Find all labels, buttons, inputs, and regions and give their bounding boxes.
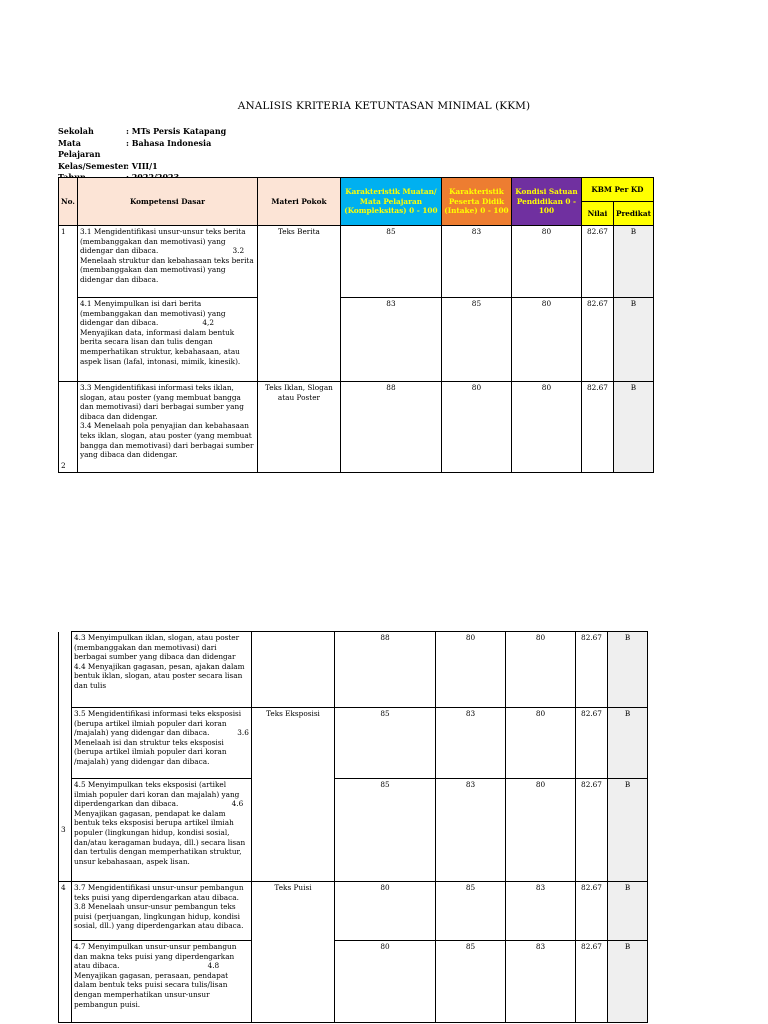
table-row <box>59 708 648 779</box>
row-number <box>59 941 72 1023</box>
intake-value: 80 <box>436 632 506 708</box>
intake-value: 83 <box>441 226 511 298</box>
kompetensi-dasar-cell: 4.5 Menyimpulkan teks eksposisi (artikel ilmiah populer dari koran dan majalah) yang diperdengarkan dan dibaca. 4.6 Menyajikan gagasan, pendapat ke dalam bentuk teks eksposisi berupa artikel ilmiah populer (lingkungan hidup, kondisi sosial, dan/atau keragaman budaya, dll.) secara lisan dan tertulis dengan memperhatikan struktur, unsur kebahasaan, aspek lisan. <box>72 779 252 882</box>
row-number <box>59 632 72 708</box>
nilai-value: 82.67 <box>581 382 613 473</box>
satuan-value: 80 <box>511 226 581 298</box>
predikat-value: B <box>608 708 648 779</box>
intake-value: 85 <box>441 298 511 382</box>
header-nilai: Nilai <box>581 202 613 226</box>
nilai-value: 82.67 <box>576 882 608 941</box>
kompetensi-dasar-cell: 3.7 Mengidentifikasi unsur-unsur pembangun teks puisi yang diperdengarkan atau dibaca. 3.8 Menelaah unsur-unsur pembangun teks puisi (perjuangan, lingkungan hidup, kondisi sosial, dll.) yang diperdengarkan atau dibaca. <box>72 882 252 941</box>
header-kompetensi-dasar: Kompetensi Dasar <box>77 178 257 226</box>
materi-pokok-cell <box>252 632 335 708</box>
materi-pokok-cell: Teks Iklan, Slogan atau Poster <box>257 382 340 473</box>
nilai-value: 82.67 <box>581 298 613 382</box>
predikat-value: B <box>613 226 653 298</box>
kompleksitas-value: 83 <box>340 298 441 382</box>
row-number: 3 <box>59 779 72 882</box>
predikat-value: B <box>608 882 648 941</box>
satuan-value: 83 <box>506 941 576 1023</box>
nilai-value: 82.67 <box>576 632 608 708</box>
header-satuan-pendidikan: Kondisi Satuan Pendidikan 0 - 100 <box>511 178 581 226</box>
intake-value: 85 <box>436 882 506 941</box>
satuan-value: 80 <box>506 779 576 882</box>
meta-row-subject: Mata Pelajaran : Bahasa Indonesia <box>58 137 212 159</box>
header-kbm-per-kd: KBM Per KD <box>581 178 653 202</box>
kkm-table-page-2 <box>58 631 648 1023</box>
predikat-value: B <box>613 382 653 473</box>
row-number: 2 <box>59 382 78 473</box>
kompleksitas-value: 85 <box>340 226 441 298</box>
nilai-value: 82.67 <box>576 941 608 1023</box>
predikat-value: B <box>608 632 648 708</box>
header-intake: Karakteristik Peserta Didik (Intake) 0 - 100 <box>441 178 511 226</box>
intake-value: 83 <box>436 779 506 882</box>
row-number <box>59 298 78 382</box>
table-row <box>59 882 648 941</box>
table-row <box>59 941 648 1023</box>
header-no: No. <box>59 178 78 226</box>
table-row <box>59 298 654 382</box>
nilai-value: 82.67 <box>576 708 608 779</box>
header-kompleksitas: Karakteristik Muatan/ Mata Pelajaran (Kompleksitas) 0 - 100 <box>340 178 441 226</box>
predikat-value: B <box>608 941 648 1023</box>
row-number <box>59 708 72 779</box>
kompetensi-dasar-cell: 3.3 Mengidentifikasi informasi teks iklan, slogan, atau poster (yang membuat bangga dan memotivasi) dari berbagai sumber yang dibaca dan didengar. 3.4 Menelaah pola penyajian dan kebahasaan teks iklan, slogan, atau poster (yang membuat bangga dan memotivasi) dari berbagai sumber yang dibaca dan didengar. <box>77 382 257 473</box>
kompleksitas-value: 88 <box>335 632 436 708</box>
materi-pokok-cell: Teks Eksposisi <box>252 708 335 882</box>
materi-pokok-cell: Teks Berita <box>257 226 340 382</box>
kompleksitas-value: 88 <box>340 382 441 473</box>
satuan-value: 80 <box>506 708 576 779</box>
meta-row-school: Sekolah : MTs Persis Katapang <box>58 126 227 136</box>
kompetensi-dasar-cell: 4.1 Menyimpulkan isi dari berita (membanggakan dan memotivasi) yang didengar dan dibaca. 4,2 Menyajikan data, informasi dalam bentuk berita secara lisan dan tulis dengan memperhatikan struktur, kebahasaan, atau aspek lisan (lafal, intonasi, mimik, kinesik). <box>77 298 257 382</box>
table-row <box>59 226 654 298</box>
intake-value: 80 <box>441 382 511 473</box>
satuan-value: 80 <box>511 298 581 382</box>
intake-value: 85 <box>436 941 506 1023</box>
table-row <box>59 632 648 708</box>
row-number: 1 <box>59 226 78 298</box>
table-row <box>59 779 648 882</box>
kompleksitas-value: 85 <box>335 779 436 882</box>
satuan-value: 80 <box>511 382 581 473</box>
kompleksitas-value: 80 <box>335 941 436 1023</box>
header-predikat: Predikat <box>613 202 653 226</box>
row-number: 4 <box>59 882 72 941</box>
table-row <box>59 382 654 473</box>
predikat-value: B <box>608 779 648 882</box>
document-title: ANALISIS KRITERIA KETUNTASAN MINIMAL (KKM) <box>237 100 531 112</box>
materi-pokok-cell: Teks Puisi <box>252 882 335 1023</box>
nilai-value: 82.67 <box>576 779 608 882</box>
kompetensi-dasar-cell: 4.7 Menyimpulkan unsur-unsur pembangun dan makna teks puisi yang diperdengarkan atau dibaca. 4.8 Menyajikan gagasan, perasaan, pendapat dalam bentuk teks puisi secara tulis/lisan dengan memperhatikan unsur-unsur pembangun puisi. <box>72 941 252 1023</box>
kompetensi-dasar-cell: 3.5 Mengidentifikasi informasi teks eksposisi (berupa artikel ilmiah populer dari koran /majalah) yang didengar dan dibaca. 3.6 Menelaah isi dan struktur teks eksposisi (berupa artikel ilmiah populer dari koran /majalah) yang didengar dan dibaca. <box>72 708 252 779</box>
intake-value: 83 <box>436 708 506 779</box>
satuan-value: 80 <box>506 632 576 708</box>
nilai-value: 82.67 <box>581 226 613 298</box>
meta-row-class: Kelas/Semester : VIII/1 <box>58 160 158 171</box>
kkm-table-page-1 <box>58 177 654 473</box>
kompleksitas-value: 80 <box>335 882 436 941</box>
predikat-value: B <box>613 298 653 382</box>
header-materi-pokok: Materi Pokok <box>257 178 340 226</box>
kompetensi-dasar-cell: 4.3 Menyimpulkan iklan, slogan, atau poster (membanggakan dan memotivasi) dari berbagai sumber yang dibaca dan didengar 4.4 Menyajikan gagasan, pesan, ajakan dalam bentuk iklan, slogan, atau poster secara lisan dan tulis <box>72 632 252 708</box>
kompetensi-dasar-cell: 3.1 Mengidentifikasi unsur-unsur teks berita (membanggakan dan memotivasi) yang didengar dan dibaca. 3.2 Menelaah struktur dan kebahasaan teks berita (membanggakan dan memotivasi) yang didengar dan dibaca. <box>77 226 257 298</box>
kompleksitas-value: 85 <box>335 708 436 779</box>
satuan-value: 83 <box>506 882 576 941</box>
